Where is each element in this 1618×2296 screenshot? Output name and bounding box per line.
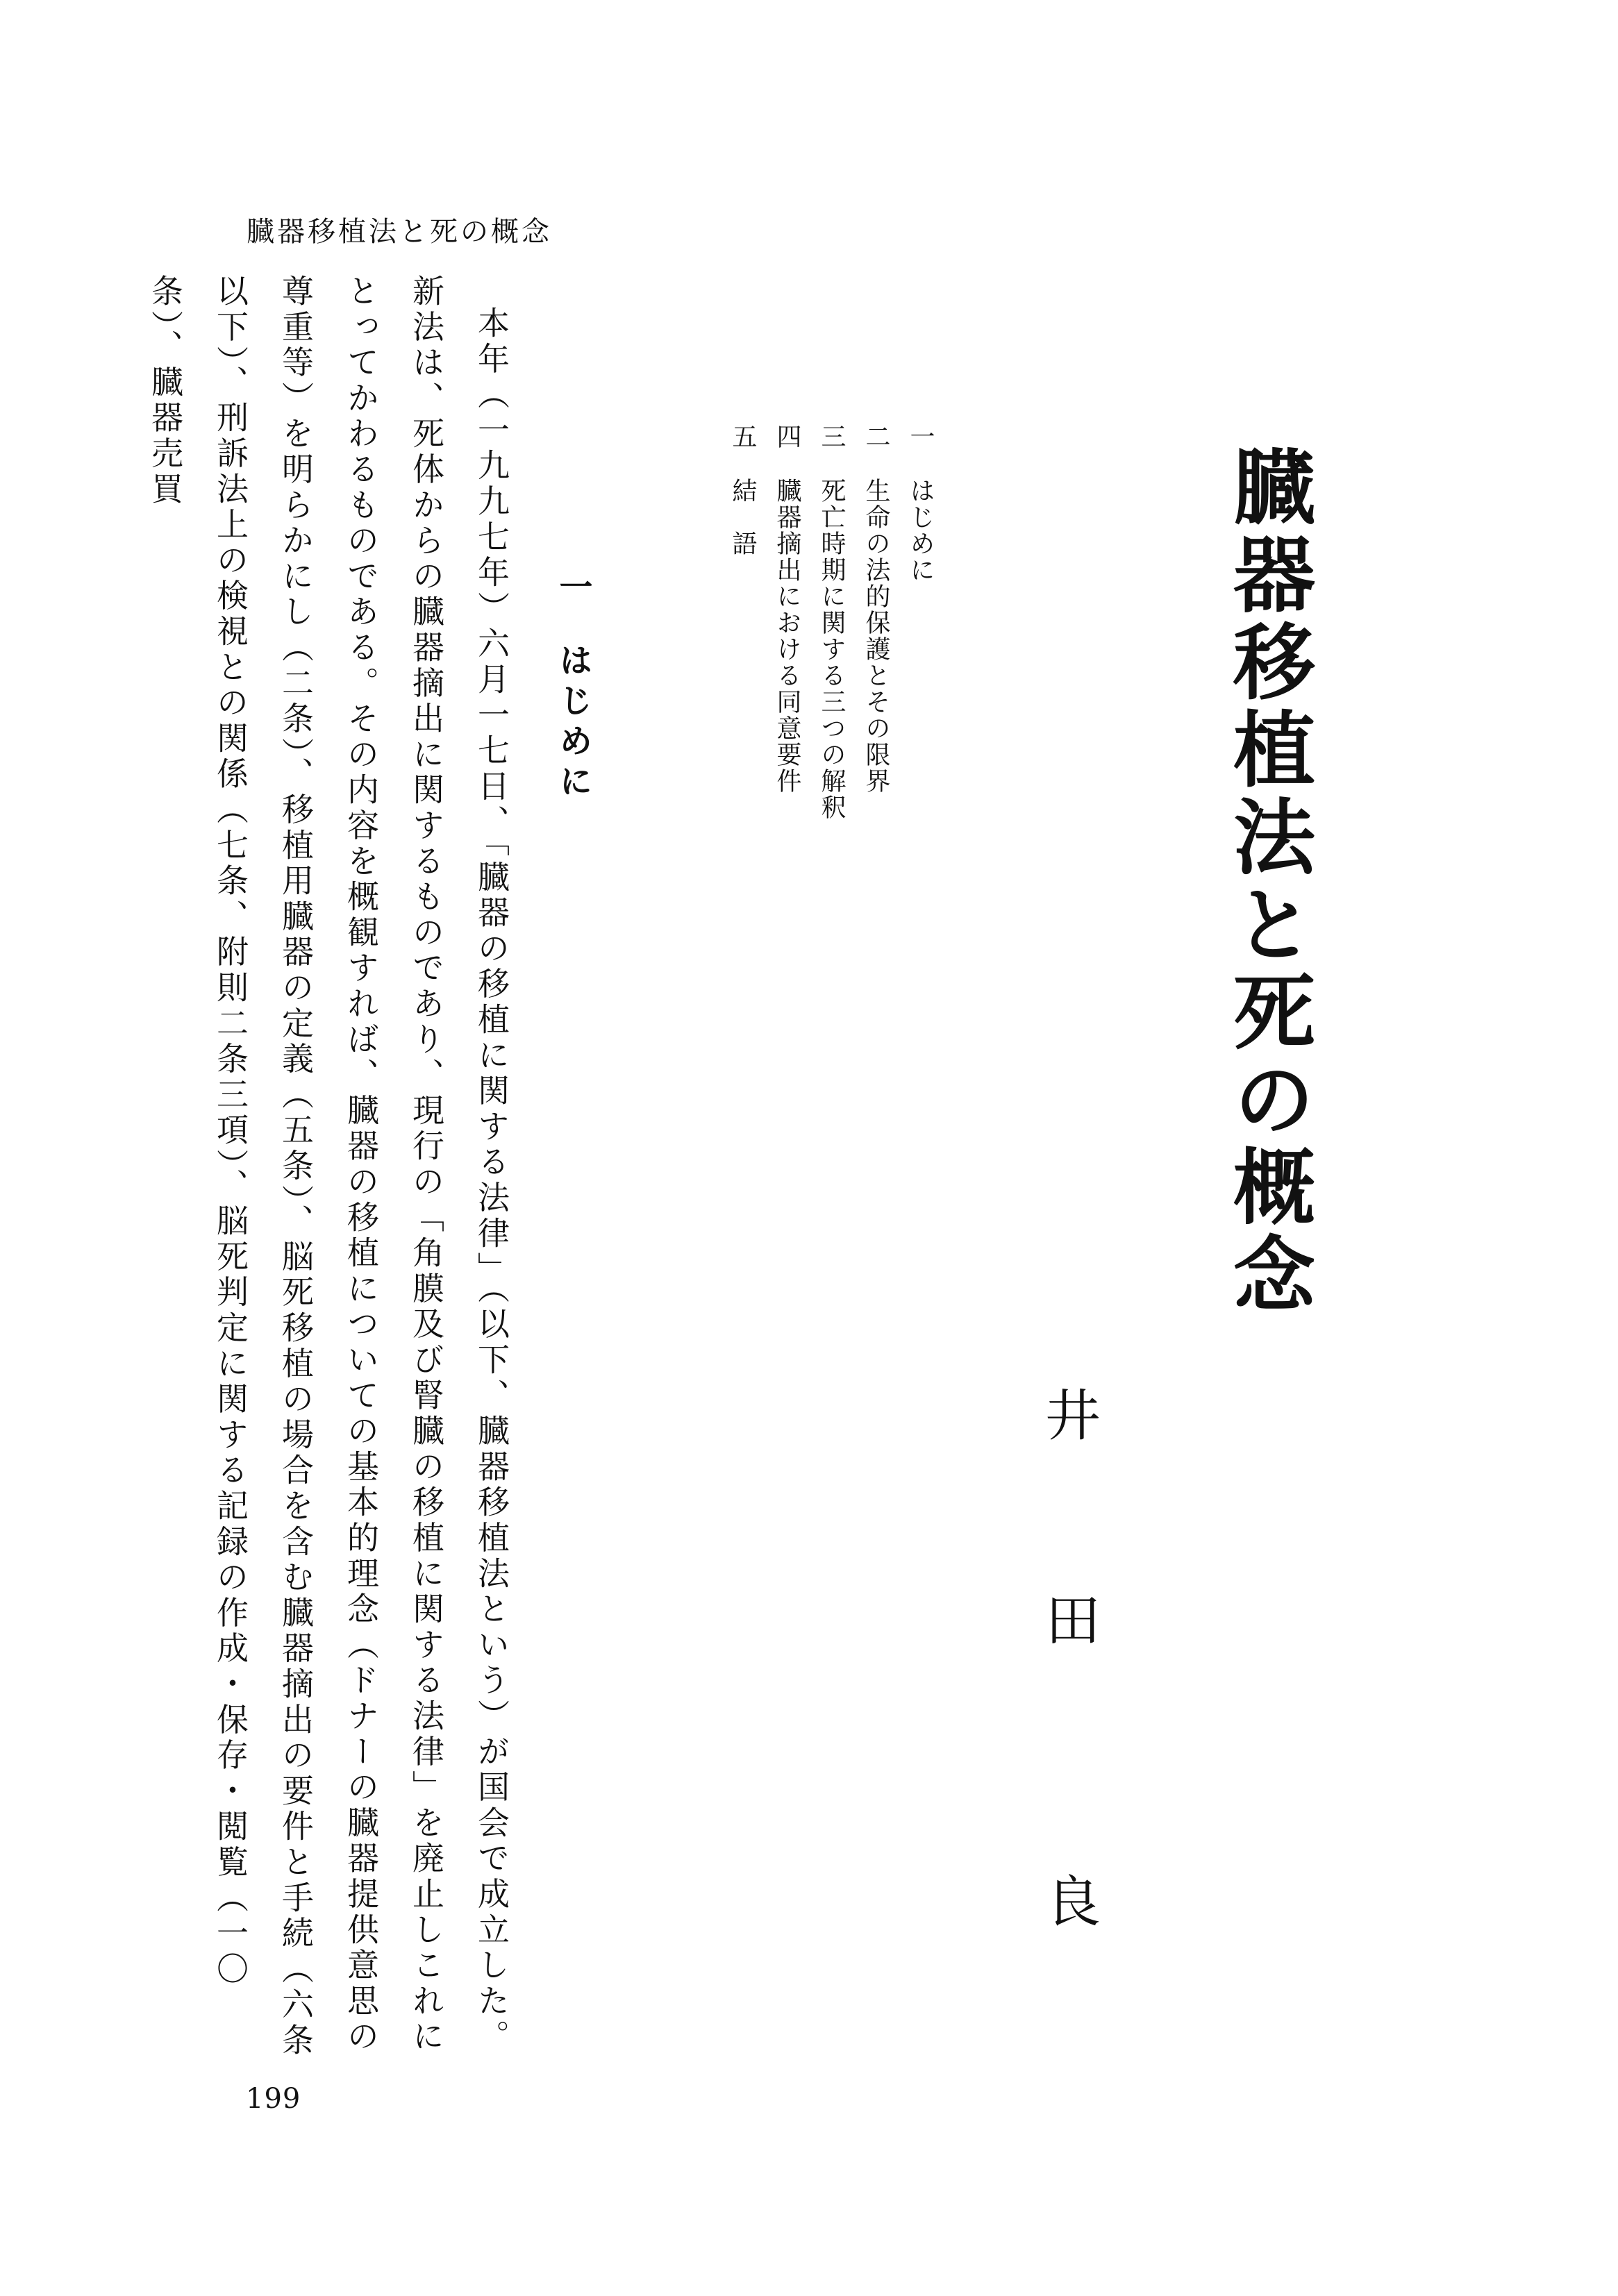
toc-item xyxy=(856,424,896,910)
toc-item xyxy=(900,424,940,910)
toc-item xyxy=(811,424,851,910)
table-of-contents xyxy=(722,424,940,910)
author-name-char-1: 井 xyxy=(1045,1384,1101,1448)
article-title: 臓器移植法と死の概念 xyxy=(1219,444,1316,1319)
author-name-char-2: 田 xyxy=(1045,1589,1101,1653)
toc-item-label: 生命の法的保護とその限界 xyxy=(862,478,890,794)
toc-item-number: 四 xyxy=(773,424,801,450)
toc-item xyxy=(767,424,807,910)
toc-item-label: はじめに xyxy=(906,478,935,583)
toc-item-label: 臓器摘出における同意要件 xyxy=(773,478,801,794)
toc-item-label: 死亡時期に関する三つの解釈 xyxy=(817,478,846,821)
toc-item-number: 一 xyxy=(906,424,935,450)
section-title: はじめに xyxy=(553,643,592,804)
toc-item-number: 五 xyxy=(728,424,757,450)
section-heading xyxy=(552,569,594,804)
body-paragraph: 本年（一九九七年）六月一七日、「臓器の移植に関する法律」（以下、臓器移植法という）が国会で成立した。新法は、死体からの臓器摘出に関するものであり、現行の「角膜及び腎臓の移植に関する法律」を廃止しこれにとってかわるものである。その内容を概観すれば、臓器の移植についての基本的理念（ドナーの臓器提供意思の尊重等）を明らかにし（二条）、移植用臓器の定義（五条）、脳死移植の場合を含む臓器摘出の要件と手続（六条以下）、刑訴法上の検視との関係（七条、附則二条三項）、脳死判定に関する記録の作成・保存・閲覧（一〇条）、臓器売買 xyxy=(147,274,510,2059)
running-header: 臓器移植法と死の概念 xyxy=(247,216,552,248)
toc-item-number: 三 xyxy=(817,424,846,450)
toc-item-number: 二 xyxy=(862,424,890,450)
section-number: 一 xyxy=(553,569,592,610)
author-name-char-3: 良 xyxy=(1045,1870,1101,1934)
toc-item-label: 結 語 xyxy=(728,478,757,557)
toc-item xyxy=(722,424,762,910)
page-number: 199 xyxy=(246,2083,301,2115)
